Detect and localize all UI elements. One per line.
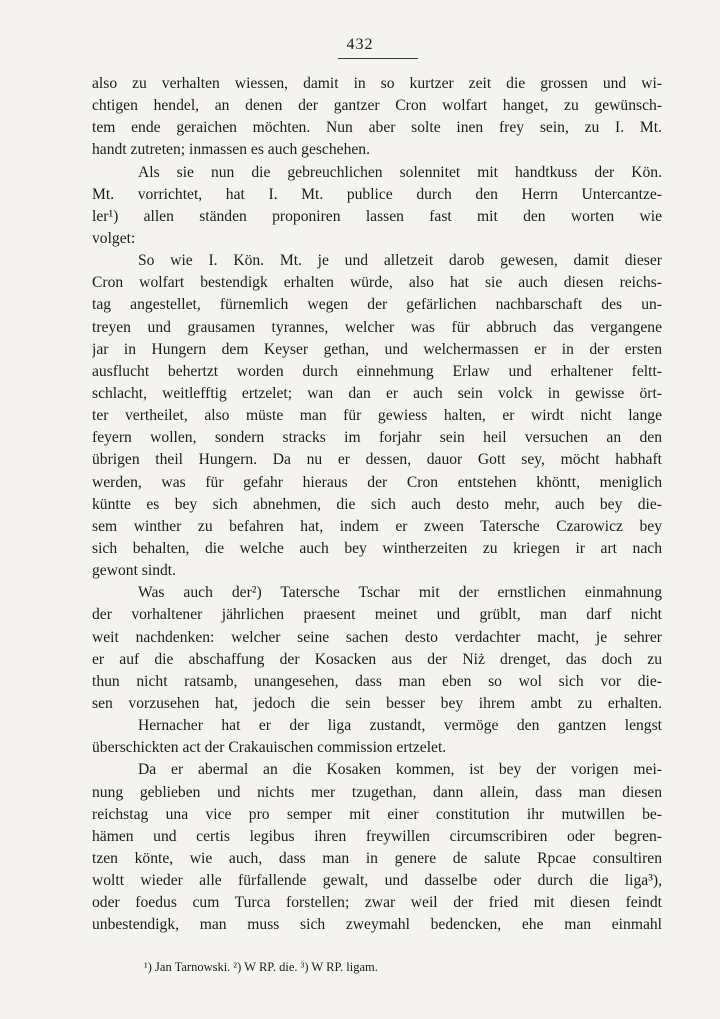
text-line: er auf die abschaffung der Kosacken aus der Niż drenget, das doch zu — [92, 650, 662, 668]
text-line: tzen könte, wie auch, dass man in genere de salute Rpcae consultiren — [92, 849, 662, 867]
page-number-rule — [338, 58, 418, 59]
text-line: Cron wolfart bestendigk erhalten würde, also hat sie auch diesen reichs- — [92, 274, 662, 292]
text-line: ausflucht behertzt worden durch einnehmung Erlaw und erhaltener feltt- — [92, 362, 662, 380]
footnotes: ¹) Jan Tarnowski. ²) W RP. die. ³) W RP. ligam. — [144, 960, 378, 974]
text-line: der vorhaltener jährlichen praesent meinet und grüblt, man darf nicht — [92, 606, 662, 624]
text-line: ler¹) allen ständen proponiren lassen fast mit den worten wie — [92, 207, 662, 225]
page-number: 432 — [346, 36, 374, 53]
text-line: volget: — [92, 229, 136, 247]
text-line: woltt wieder alle fürfallende gewalt, und dasselbe oder durch die liga³), — [92, 872, 662, 890]
text-line: überschickten act der Crakauischen commission ertzelet. — [92, 739, 447, 757]
text-line: also zu verhalten wiessen, damit in so kurtzer zeit die grossen und wi- — [92, 75, 662, 92]
text-line: reichstag una vice pro semper mit einer constitution ihr mutwillen be- — [92, 805, 662, 823]
text-line: sem winther zu befahren hat, indem er zween Tatersche Czarowicz bey — [92, 517, 662, 535]
text-line: schlacht, weitlefftig ertzelet; wan dan er auch sein volck in gewisse ört- — [92, 384, 662, 402]
text-line: thun nicht ratsamb, unangesehen, dass man eben so wol sich vor die- — [92, 672, 662, 690]
text-line: gewont sindt. — [92, 562, 177, 580]
text-line: chtigen hendel, an denen der gantzer Cron wolfart hanget, zu gewünsch- — [92, 97, 662, 115]
text-line: feyern wollen, sondern stracks im forjahr sein heil versuchen an den — [92, 429, 662, 447]
text-line: nung geblieben und nichts mer tzugethan, dann allein, dass man diesen — [92, 783, 662, 801]
text-line: Als sie nun die gebreuchlichen solennitet mit handtkuss der Kön. — [138, 163, 662, 181]
text-line: küntte es bey sich abnehmen, die sich auch desto mehr, auch bey die- — [92, 495, 662, 513]
text-line: handt zutreten; inmassen es auch geschehen. — [92, 141, 370, 159]
text-line: übrigen theil Hungern. Da nu er dessen, dauor Gott sey, möcht habhaft — [92, 451, 662, 469]
text-line: jar in Hungern dem Keyser gethan, und welchermassen er in der ersten — [92, 340, 662, 358]
text-line: oder foedus cum Turca forstellen; zwar weil der fried mit diesen feindt — [92, 894, 662, 912]
text-line: weit nachdenken: welcher seine sachen desto verdachter macht, je sehrer — [92, 628, 662, 646]
text-line: tag angestellet, fürnemlich wegen der gefärlichen nachbarschaft des un- — [92, 296, 662, 314]
text-line: ter vertheilet, also müste man für gewiess halten, er wirdt nicht lange — [92, 407, 662, 425]
text-line: So wie I. Kön. Mt. je und alletzeit darob gewesen, damit dieser — [138, 252, 662, 270]
text-line: unbestendigk, man muss sich zweymahl bedencken, ehe man einmahl — [92, 916, 662, 934]
body-text — [92, 73, 662, 936]
text-line: Was auch der²) Tatersche Tschar mit der ernstlichen einmahnung — [138, 584, 662, 602]
text-line: sen vorzusehen hat, jedoch die sein besser bey ihrem ambt zu erhalten. — [92, 694, 662, 712]
text-line: hämen und certis legibus ihren freywillen circumscribiren oder begren- — [92, 827, 662, 845]
text-line: treyen und grausamen tyrannes, welcher was für abbruch das vergangene — [92, 318, 662, 336]
text-line: werden, was für gefahr hieraus der Cron entstehen khöntt, meniglich — [92, 473, 662, 491]
text-line: Mt. vorrichtet, hat I. Mt. publice durch den Herrn Untercantze- — [92, 185, 662, 203]
text-line: sich behalten, die welche auch bey wintherzeiten zu kriegen ir art nach — [92, 539, 662, 557]
text-line: Da er abermal an die Kosaken kommen, ist bey der vorigen mei- — [138, 761, 662, 779]
text-line: Hernacher hat er der liga zustandt, vermöge den gantzen lengst — [138, 717, 662, 735]
text-line: tem ende geraichen möchten. Nun aber solte inen frey sein, zu I. Mt. — [92, 119, 662, 137]
